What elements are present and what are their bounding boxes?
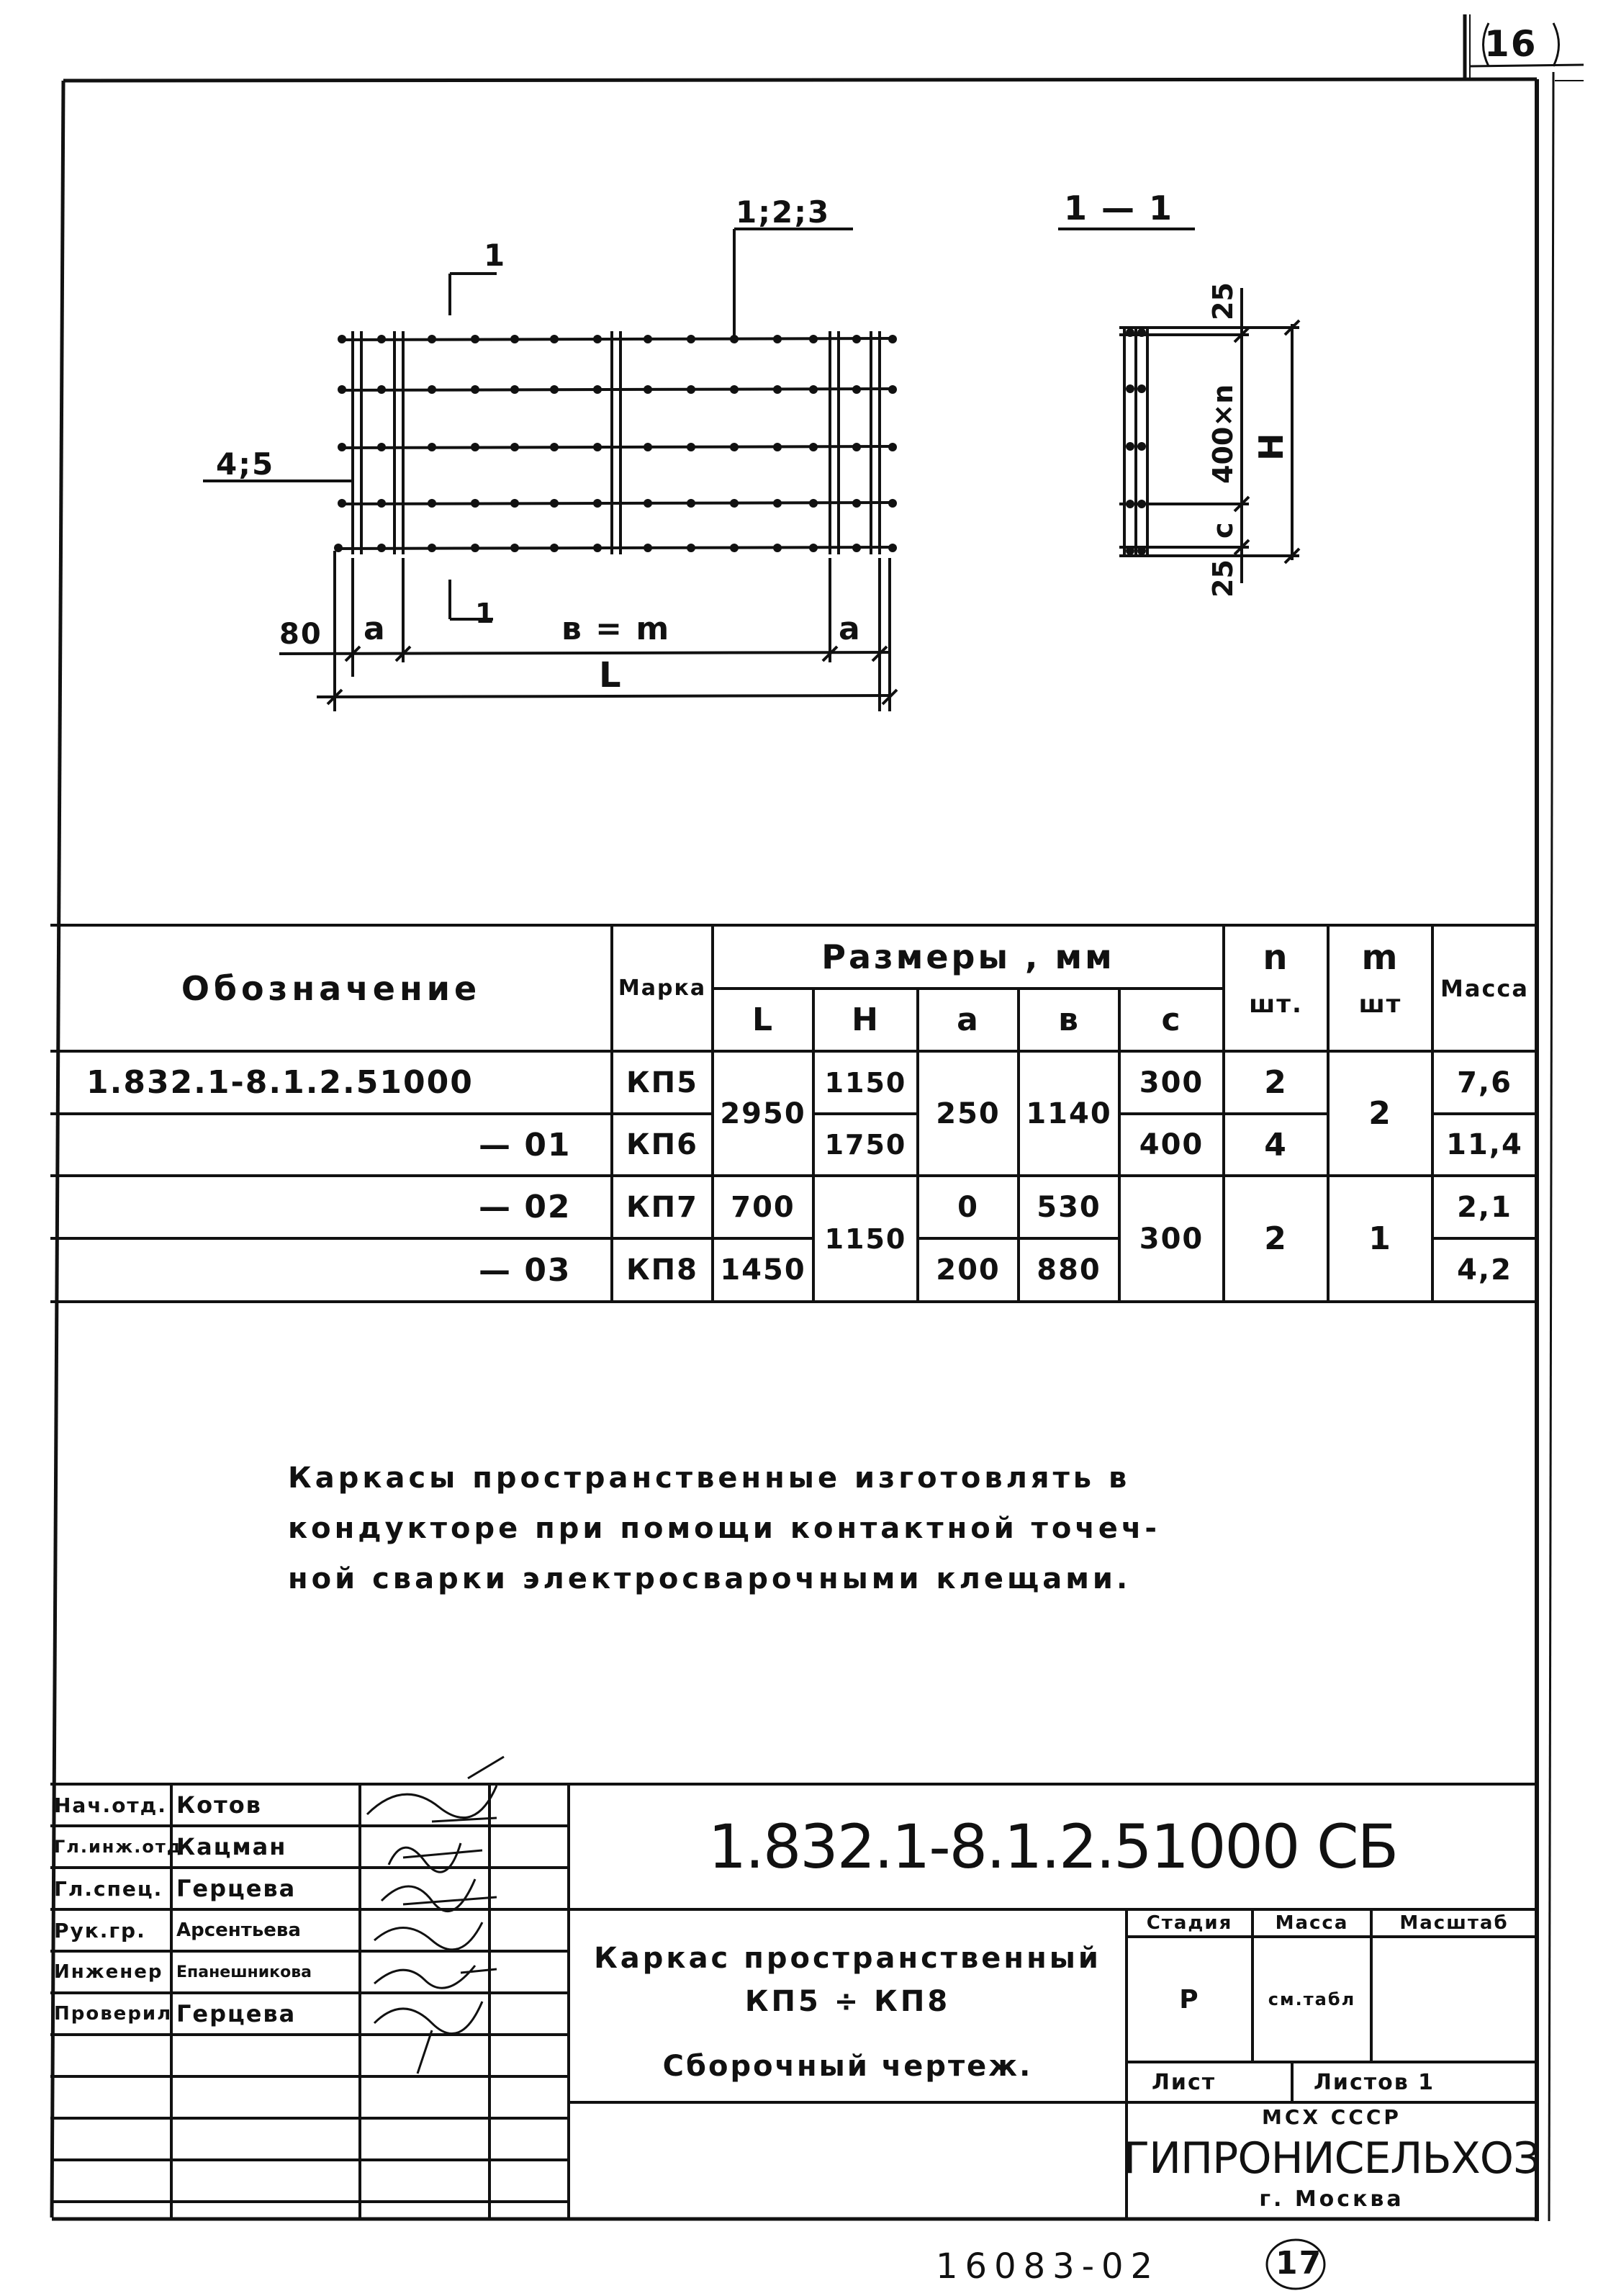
row3-L: 700 <box>731 1190 795 1224</box>
dim-a-right: a <box>839 611 862 647</box>
row1-n: 2 <box>1264 1064 1288 1101</box>
row2-mark: КП6 <box>626 1128 698 1161</box>
row4-b: 880 <box>1037 1253 1101 1287</box>
th-designation: Обозначение <box>181 968 482 1008</box>
stamp-name-5: Епанешникова <box>176 1963 312 1981</box>
stamp-role-2: Гл.инж.отд <box>54 1837 183 1857</box>
stamp-name-3: Герцева <box>176 1875 297 1902</box>
scale-label: Масштаб <box>1399 1912 1509 1934</box>
th-a: a <box>957 1001 980 1038</box>
org-line-1: МСХ СССР <box>1262 2104 1401 2129</box>
note-line-1: Каркасы пространственные изготовлять в <box>288 1462 1131 1495</box>
th-mark: Марка <box>618 976 707 1001</box>
row2-n: 4 <box>1264 1126 1288 1163</box>
row2-c: 400 <box>1139 1128 1204 1161</box>
dim-b: в = m <box>561 611 671 647</box>
th-m: m <box>1361 937 1399 978</box>
stamp-name-4: Арсентьева <box>176 1919 301 1941</box>
stamp-role-4: Рук.гр. <box>54 1918 146 1942</box>
stage-label: Стадия <box>1146 1912 1233 1934</box>
sheet-label: Лист <box>1152 2069 1216 2095</box>
merged-a-56: 250 <box>936 1097 1001 1130</box>
stamp-role-5: Инженер <box>54 1961 163 1983</box>
bottom-page: 17 <box>1276 2245 1323 2282</box>
note-line-3: ной сварки электросварочными клещами. <box>288 1562 1132 1595</box>
row4-L: 1450 <box>720 1253 806 1287</box>
row3-designation: — 02 <box>479 1189 572 1225</box>
section-title: 1 — 1 <box>1064 189 1174 228</box>
merged-n-78: 2 <box>1264 1220 1288 1257</box>
note-line-2: кондукторе при помощи контактной точеч- <box>288 1512 1160 1545</box>
row3-mark: КП7 <box>626 1190 698 1224</box>
row3-a: 0 <box>957 1190 979 1224</box>
th-m-unit: шт <box>1358 990 1402 1019</box>
th-n-unit: шт. <box>1249 990 1303 1019</box>
row1-mass: 7,6 <box>1457 1066 1512 1099</box>
sheet-number: 16 <box>1484 23 1538 65</box>
row4-designation: — 03 <box>479 1251 572 1289</box>
mass-value: см.табл <box>1268 1989 1356 2009</box>
stamp-name-2: Кацман <box>176 1833 287 1860</box>
callout-left: 4;5 <box>216 446 275 482</box>
row2-designation: — 01 <box>479 1126 572 1163</box>
stamp-name-6: Герцева <box>176 2000 297 2027</box>
th-L: L <box>751 1001 775 1038</box>
merged-c-78: 300 <box>1139 1222 1204 1256</box>
row2-mass: 11,4 <box>1446 1128 1523 1161</box>
merged-b-56: 1140 <box>1026 1097 1112 1130</box>
row2-H: 1750 <box>824 1129 907 1161</box>
document-code: 1.832.1-8.1.2.51000 СБ <box>708 1811 1398 1882</box>
title-line-3: Сборочный чертеж. <box>662 2050 1033 2083</box>
dim-25-top: 25 <box>1207 282 1239 320</box>
th-b: в <box>1058 1001 1080 1038</box>
row4-mark: КП8 <box>626 1253 698 1287</box>
stamp-role-6: Проверил <box>54 2003 173 2025</box>
row1-mark: КП5 <box>626 1066 698 1099</box>
dim-80: 80 <box>279 618 322 651</box>
bottom-page-circle <box>1261 2236 1333 2293</box>
merged-m-78: 1 <box>1368 1220 1392 1257</box>
row1-designation: 1.832.1-8.1.2.51000 <box>86 1064 474 1101</box>
merged-m-56: 2 <box>1368 1095 1392 1132</box>
th-c: c <box>1161 1001 1182 1038</box>
row4-mass: 4,2 <box>1457 1253 1512 1287</box>
merged-H-78: 1150 <box>824 1223 907 1255</box>
stage-value: Р <box>1179 1984 1200 2014</box>
th-sizes: Размеры , мм <box>821 937 1115 976</box>
row1-c: 300 <box>1139 1066 1204 1099</box>
dim-H: H <box>1252 433 1291 461</box>
mass-label: Масса <box>1275 1912 1349 1934</box>
th-H: H <box>852 1001 880 1038</box>
row3-b: 530 <box>1037 1190 1101 1224</box>
sheets-label: Листов 1 <box>1314 2069 1435 2095</box>
th-mass: Масса <box>1440 974 1529 1002</box>
section-mark-bottom: 1 <box>475 598 496 629</box>
row1-H: 1150 <box>824 1066 907 1099</box>
dim-25-bot: 25 <box>1207 559 1239 598</box>
merged-L-56: 2950 <box>720 1097 806 1130</box>
stamp-role-1: Нач.отд. <box>54 1793 167 1817</box>
title-line-2: КП5 ÷ КП8 <box>744 1985 951 2018</box>
th-n: n <box>1263 937 1289 978</box>
org-line-2: ГИПРОНИСЕЛЬХОЗ <box>1123 2133 1540 2184</box>
row4-a: 200 <box>936 1253 1001 1287</box>
row3-mass: 2,1 <box>1457 1190 1512 1224</box>
dim-400n: 400×n <box>1207 384 1239 484</box>
stamp-role-3: Гл.спец. <box>54 1876 163 1901</box>
title-line-1: Каркас пространственный <box>594 1942 1101 1975</box>
stamp-name-1: Котов <box>176 1791 262 1819</box>
dim-L: L <box>599 655 623 695</box>
dim-c: c <box>1207 522 1239 539</box>
callout-top: 1;2;3 <box>736 194 831 230</box>
org-line-3: г. Москва <box>1259 2186 1404 2212</box>
section-mark-top: 1 <box>484 238 507 273</box>
bottom-code: 16083-02 <box>936 2246 1160 2287</box>
dim-a-left: a <box>364 611 387 647</box>
